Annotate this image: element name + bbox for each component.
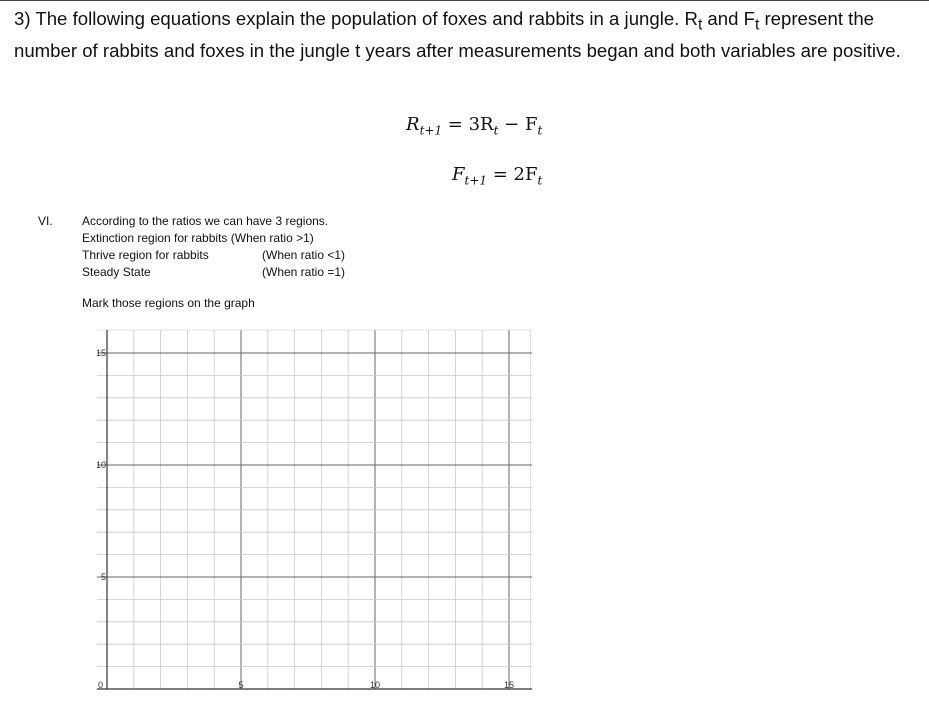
eq1-rhs: = 3R: [442, 114, 494, 135]
ratio-row-label: Extinction region for rabbits (When ratio >1): [82, 231, 314, 245]
f-subscript: t: [754, 16, 760, 34]
ratio-intro: According to the ratios we can have 3 regions.: [82, 214, 329, 228]
equation-rabbits: [406, 114, 542, 138]
r-subscript: t: [697, 16, 703, 34]
y-tick-label: 5: [100, 572, 106, 582]
instruction-text: Mark those regions on the graph: [82, 296, 255, 310]
x-tick-label: 10: [369, 680, 381, 690]
y-tick-label: 15: [95, 348, 106, 358]
part-numeral: VI.: [38, 214, 53, 228]
x-tick-label: 15: [503, 680, 515, 690]
eq1-rhs2: − F: [498, 114, 538, 135]
top-ruler: [0, 0, 929, 5]
eq2-lhs: F: [452, 164, 465, 185]
eq1-rhs2-sub: t: [537, 123, 543, 138]
ratio-row-label: Thrive region for rabbits: [82, 248, 209, 262]
eq1-rhs-sub: t: [493, 123, 499, 138]
x-tick-label: 0: [97, 680, 103, 690]
ratio-row-steady: [82, 264, 345, 281]
ratio-row-cond: (When ratio <1): [262, 248, 346, 262]
ratio-row-thrive: [82, 247, 345, 264]
x-tick-label: 5: [238, 680, 244, 690]
eq1-lhs: R: [406, 114, 420, 135]
eq2-rhs: = 2F: [487, 164, 538, 185]
y-tick-label: 10: [95, 460, 106, 470]
question-and: and F: [702, 8, 755, 29]
ratio-row-extinction: [82, 230, 345, 247]
eq2-lhs-sub: t+1: [464, 173, 488, 188]
ratio-row-label: Steady State: [82, 265, 151, 279]
question-text: [14, 6, 924, 63]
graph-grid[interactable]: [80, 325, 535, 695]
question-rest: represent the number of rabbits and foxes in the jungle t years after measurements began and both variables are positive.: [14, 8, 901, 61]
eq1-lhs-sub: t+1: [419, 123, 443, 138]
tick-labels: [96, 348, 514, 690]
question-intro: 3) The following equations explain the population of foxes and rabbits in a jungle. R: [14, 8, 698, 29]
equation-foxes: [452, 164, 542, 188]
ratio-row-cond: (When ratio =1): [262, 265, 346, 279]
ratio-regions-text: [82, 213, 345, 281]
grid-lines: [97, 330, 532, 689]
eq2-rhs-sub: t: [537, 173, 543, 188]
